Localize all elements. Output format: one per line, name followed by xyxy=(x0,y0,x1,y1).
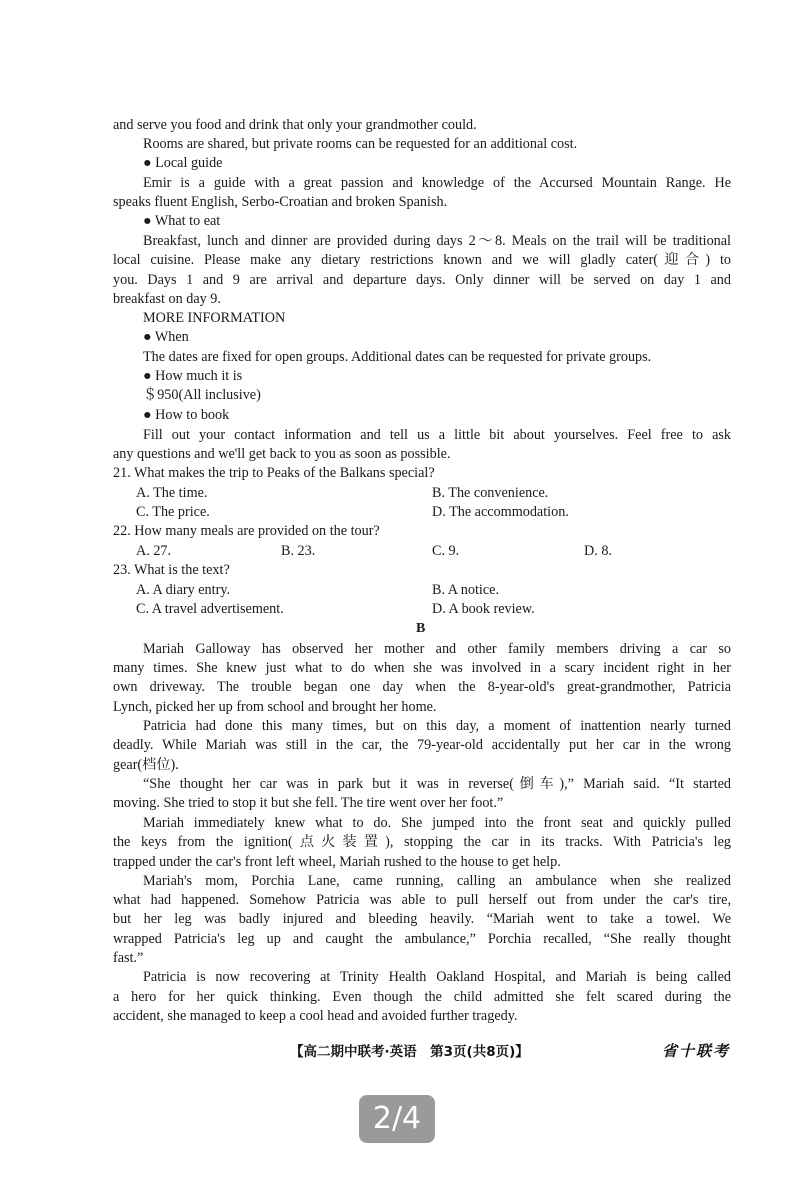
passage-b-line: trapped under the car's front left wheel, Mariah rushed to the house to get help. xyxy=(113,854,561,870)
passage-b-line: moving. She tried to stop it but she fell. The tire went over her foot.” xyxy=(113,795,504,811)
passage-b-line: the keys from the ignition(点火装置), stopping the car in its tracks. With Patricia's leg xyxy=(113,834,731,850)
brand-logo: 省十联考 xyxy=(662,1042,731,1060)
how-to-book-heading: ● How to book xyxy=(143,407,230,423)
q22-option-a: A. 27. xyxy=(136,543,172,559)
passage-b-line: “She thought her car was in park but it was in reverse(倒车),” Mariah said. “It started xyxy=(143,776,731,792)
passage-a-rooms: Rooms are shared, but private rooms can be requested for an additional cost. xyxy=(143,136,578,152)
passage-b-line: but her leg was badly injured and bleeding heavily. “Mariah went to take a towel. We xyxy=(113,911,731,927)
passage-b-line: what had happened. Somehow Patricia was able to pull herself out from under the car's tire, xyxy=(113,892,731,908)
passage-b-line: deadly. While Mariah was still in the car, the 79-year-old accidentally put her car in the wrong xyxy=(113,737,731,753)
q23-option-d: D. A book review. xyxy=(432,601,535,617)
price-text: ＄950(All inclusive) xyxy=(143,387,261,403)
question-21: 21. What makes the trip to Peaks of the Balkans special? xyxy=(113,465,435,481)
passage-b-line: accident, she managed to keep a cool head and avoided further tragedy. xyxy=(113,1008,518,1024)
q21-option-c: C. The price. xyxy=(136,504,210,520)
question-22: 22. How many meals are provided on the tour? xyxy=(113,523,380,539)
passage-b-line: Mariah immediately knew what to do. She jumped into the front seat and quickly pulled xyxy=(143,815,731,831)
passage-b-line: Mariah's mom, Porchia Lane, came running, calling an ambulance when she realized xyxy=(143,873,731,889)
q23-option-c: C. A travel advertisement. xyxy=(136,601,284,617)
page-footer-exam-info: 【高二期中联考·英语 第3页(共8页)】 xyxy=(290,1044,529,1060)
how-much-heading: ● How much it is xyxy=(143,368,243,384)
q23-option-a: A. A diary entry. xyxy=(136,582,231,598)
guide-line: speaks fluent English, Serbo-Croatian and broken Spanish. xyxy=(113,194,448,210)
passage-b-line: many times. She knew just what to do when she was involved in a scary incident right in her xyxy=(113,660,731,676)
eat-line: you. Days 1 and 9 are arrival and departure days. Only dinner will be served on day 1 and xyxy=(113,272,731,288)
q22-option-c: C. 9. xyxy=(432,543,460,559)
guide-line: Emir is a guide with a great passion and knowledge of the Accursed Mountain Range. He xyxy=(143,175,731,191)
q21-option-a: A. The time. xyxy=(136,485,208,501)
q21-option-b: B. The convenience. xyxy=(432,485,549,501)
q21-option-d: D. The accommodation. xyxy=(432,504,569,520)
passage-b-line: Patricia is now recovering at Trinity Health Oakland Hospital, and Mariah is being called xyxy=(143,969,731,985)
q23-option-b: B. A notice. xyxy=(432,582,499,598)
eat-line: local cuisine. Please make any dietary restrictions known and we will gladly cater(迎合) to xyxy=(113,252,731,268)
local-guide-heading: ● Local guide xyxy=(143,155,223,171)
passage-b-line: Mariah Galloway has observed her mother and other family members driving a car so xyxy=(143,641,731,657)
book-line: Fill out your contact information and tell us a little bit about yourselves. Feel free to ask xyxy=(143,427,731,443)
passage-b-line: own driveway. The trouble began one day when the 8-year-old's great-grandmother, Patricia xyxy=(113,679,731,695)
book-line: any questions and we'll get back to you as soon as possible. xyxy=(113,446,451,462)
passage-a-line: and serve you food and drink that only your grandmother could. xyxy=(113,117,477,133)
passage-b-line: gear(档位). xyxy=(113,757,179,773)
q22-option-d: D. 8. xyxy=(584,543,612,559)
passage-b-line: Lynch, picked her up from school and brought her home. xyxy=(113,699,437,715)
page-indicator: 2/4 xyxy=(359,1095,435,1143)
question-23: 23. What is the text? xyxy=(113,562,230,578)
q22-option-b: B. 23. xyxy=(281,543,316,559)
more-info-heading: MORE INFORMATION xyxy=(143,310,286,326)
passage-b-line: a hero for her quick thinking. Even though the child admitted she felt scared during the xyxy=(113,989,731,1005)
what-to-eat-heading: ● What to eat xyxy=(143,213,221,229)
eat-line: breakfast on day 9. xyxy=(113,291,221,307)
section-b-heading: B xyxy=(416,621,426,636)
passage-b-line: wrapped Patricia's leg up and caught the ambulance,” Porchia recalled, “She really thought xyxy=(113,931,731,947)
when-heading: ● When xyxy=(143,329,189,345)
when-text: The dates are fixed for open groups. Additional dates can be requested for private groups. xyxy=(143,349,652,365)
passage-b-line: Patricia had done this many times, but on this day, a moment of inattention nearly turned xyxy=(143,718,731,734)
passage-b-line: fast.” xyxy=(113,950,144,966)
eat-line: Breakfast, lunch and dinner are provided during days 2～8. Meals on the trail will be traditional xyxy=(143,233,731,249)
